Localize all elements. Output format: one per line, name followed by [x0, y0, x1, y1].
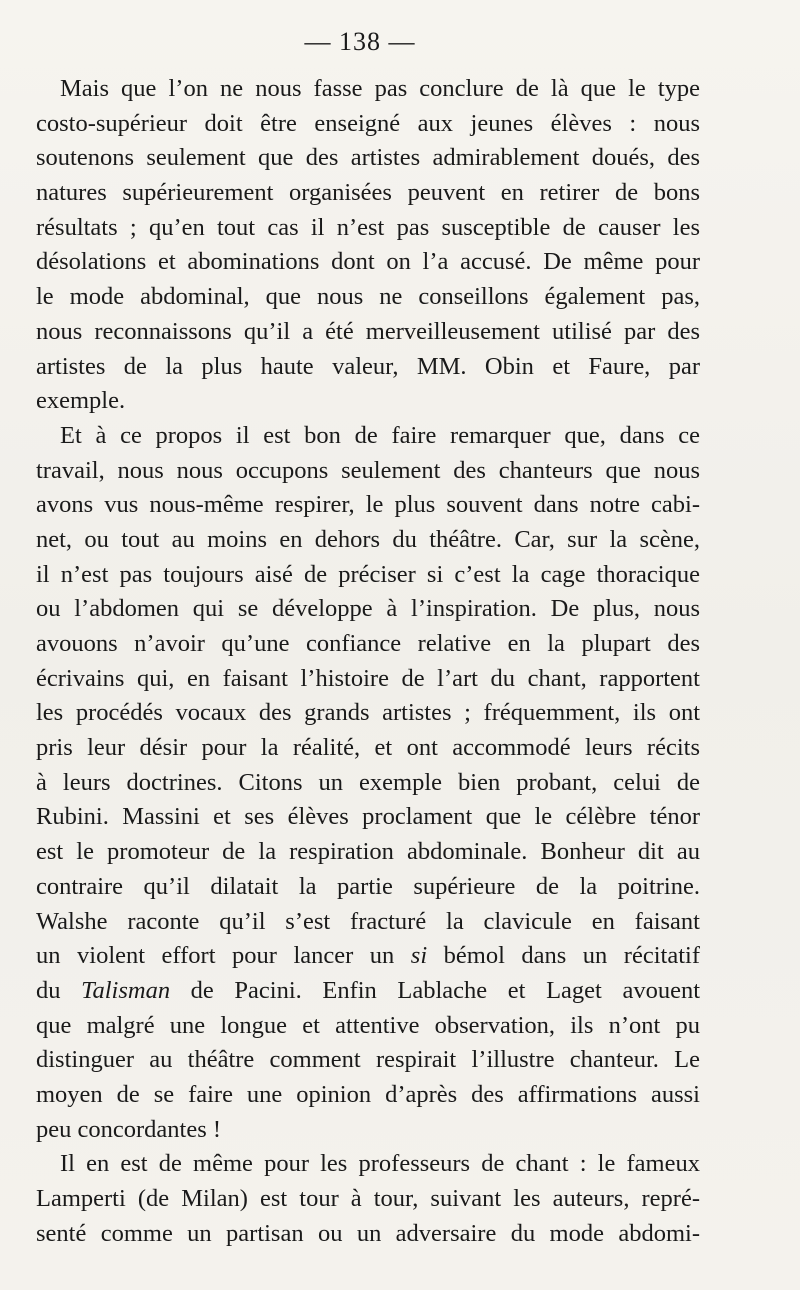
text-line: exemple. — [36, 387, 126, 415]
text-line: résultats ; qu’en tout cas il n’est pas susceptible de causer les — [36, 213, 700, 241]
text-line: désolations et abominations dont on l’a accusé. De même pour — [36, 248, 700, 276]
text-line: costo-supérieur doit être enseigné aux jeunes élèves : nous — [36, 109, 700, 137]
text-line: du Talisman de Pacini. Enfin Lablache et Laget avouent — [36, 976, 700, 1004]
text-line: ou l’abdomen qui se développe à l’inspiration. De plus, nous — [36, 595, 700, 623]
text-line: Il en est de même pour les professeurs de chant : le fameux — [60, 1150, 700, 1178]
text-line: est le promoteur de la respiration abdominale. Bonheur dit au — [36, 838, 700, 866]
text-line: écrivains qui, en faisant l’histoire de l’art du chant, rapportent — [36, 664, 700, 692]
body-text — [36, 72, 700, 1251]
text-line: un violent effort pour lancer un si bémol dans un récitatif — [36, 942, 700, 970]
page-number: — 138 — — [304, 27, 416, 56]
text-line: artistes de la plus haute valeur, MM. Obin et Faure, par — [36, 352, 700, 380]
text-line: avouons n’avoir qu’une confiance relative en la plupart des — [36, 630, 700, 657]
text-line: nous reconnaissons qu’il a été merveilleusement utilisé par des — [36, 317, 700, 345]
text-line: pris leur désir pour la réalité, et ont accommodé leurs récits — [36, 734, 700, 762]
text-line: avons vus nous-même respirer, le plus souvent dans notre cabi- — [36, 491, 700, 519]
text-line: Lamperti (de Milan) est tour à tour, suivant les auteurs, repré- — [36, 1185, 700, 1212]
text-line: il n’est pas toujours aisé de préciser si c’est la cage thoracique — [36, 560, 700, 588]
text-line: contraire qu’il dilatait la partie supérieure de la poitrine. — [36, 872, 700, 900]
text-line: senté comme un partisan ou un adversaire du mode abdomi- — [36, 1219, 700, 1247]
text-line: Walshe raconte qu’il s’est fracturé la clavicule en faisant — [36, 907, 700, 935]
text-line: net, ou tout au moins en dehors du théâtre. Car, sur la scène, — [36, 525, 700, 553]
text-line: Et à ce propos il est bon de faire remarquer que, dans ce — [60, 421, 700, 449]
text-line: distinguer au théâtre comment respirait l’illustre chanteur. Le — [36, 1046, 700, 1074]
text-line: soutenons seulement que des artistes admirablement doués, des — [36, 144, 700, 172]
text-line: Mais que l’on ne nous fasse pas conclure de là que le type — [60, 75, 700, 102]
text-line: travail, nous nous occupons seulement des chanteurs que nous — [36, 456, 700, 484]
text-line: les procédés vocaux des grands artistes ; fréquemment, ils ont — [36, 699, 700, 727]
text-line: le mode abdominal, que nous ne conseillons également pas, — [36, 283, 700, 311]
text-line: natures supérieurement organisées peuvent en retirer de bons — [36, 179, 700, 207]
text-line: moyen de se faire une opinion d’après des affirmations aussi — [36, 1080, 700, 1108]
text-line: peu concordantes ! — [36, 1115, 222, 1143]
text-line: que malgré une longue et attentive observation, ils n’ont pu — [36, 1011, 700, 1039]
text-line: Rubini. Massini et ses élèves proclament que le célèbre ténor — [36, 803, 700, 831]
text-line: à leurs doctrines. Citons un exemple bien probant, celui de — [36, 768, 700, 796]
